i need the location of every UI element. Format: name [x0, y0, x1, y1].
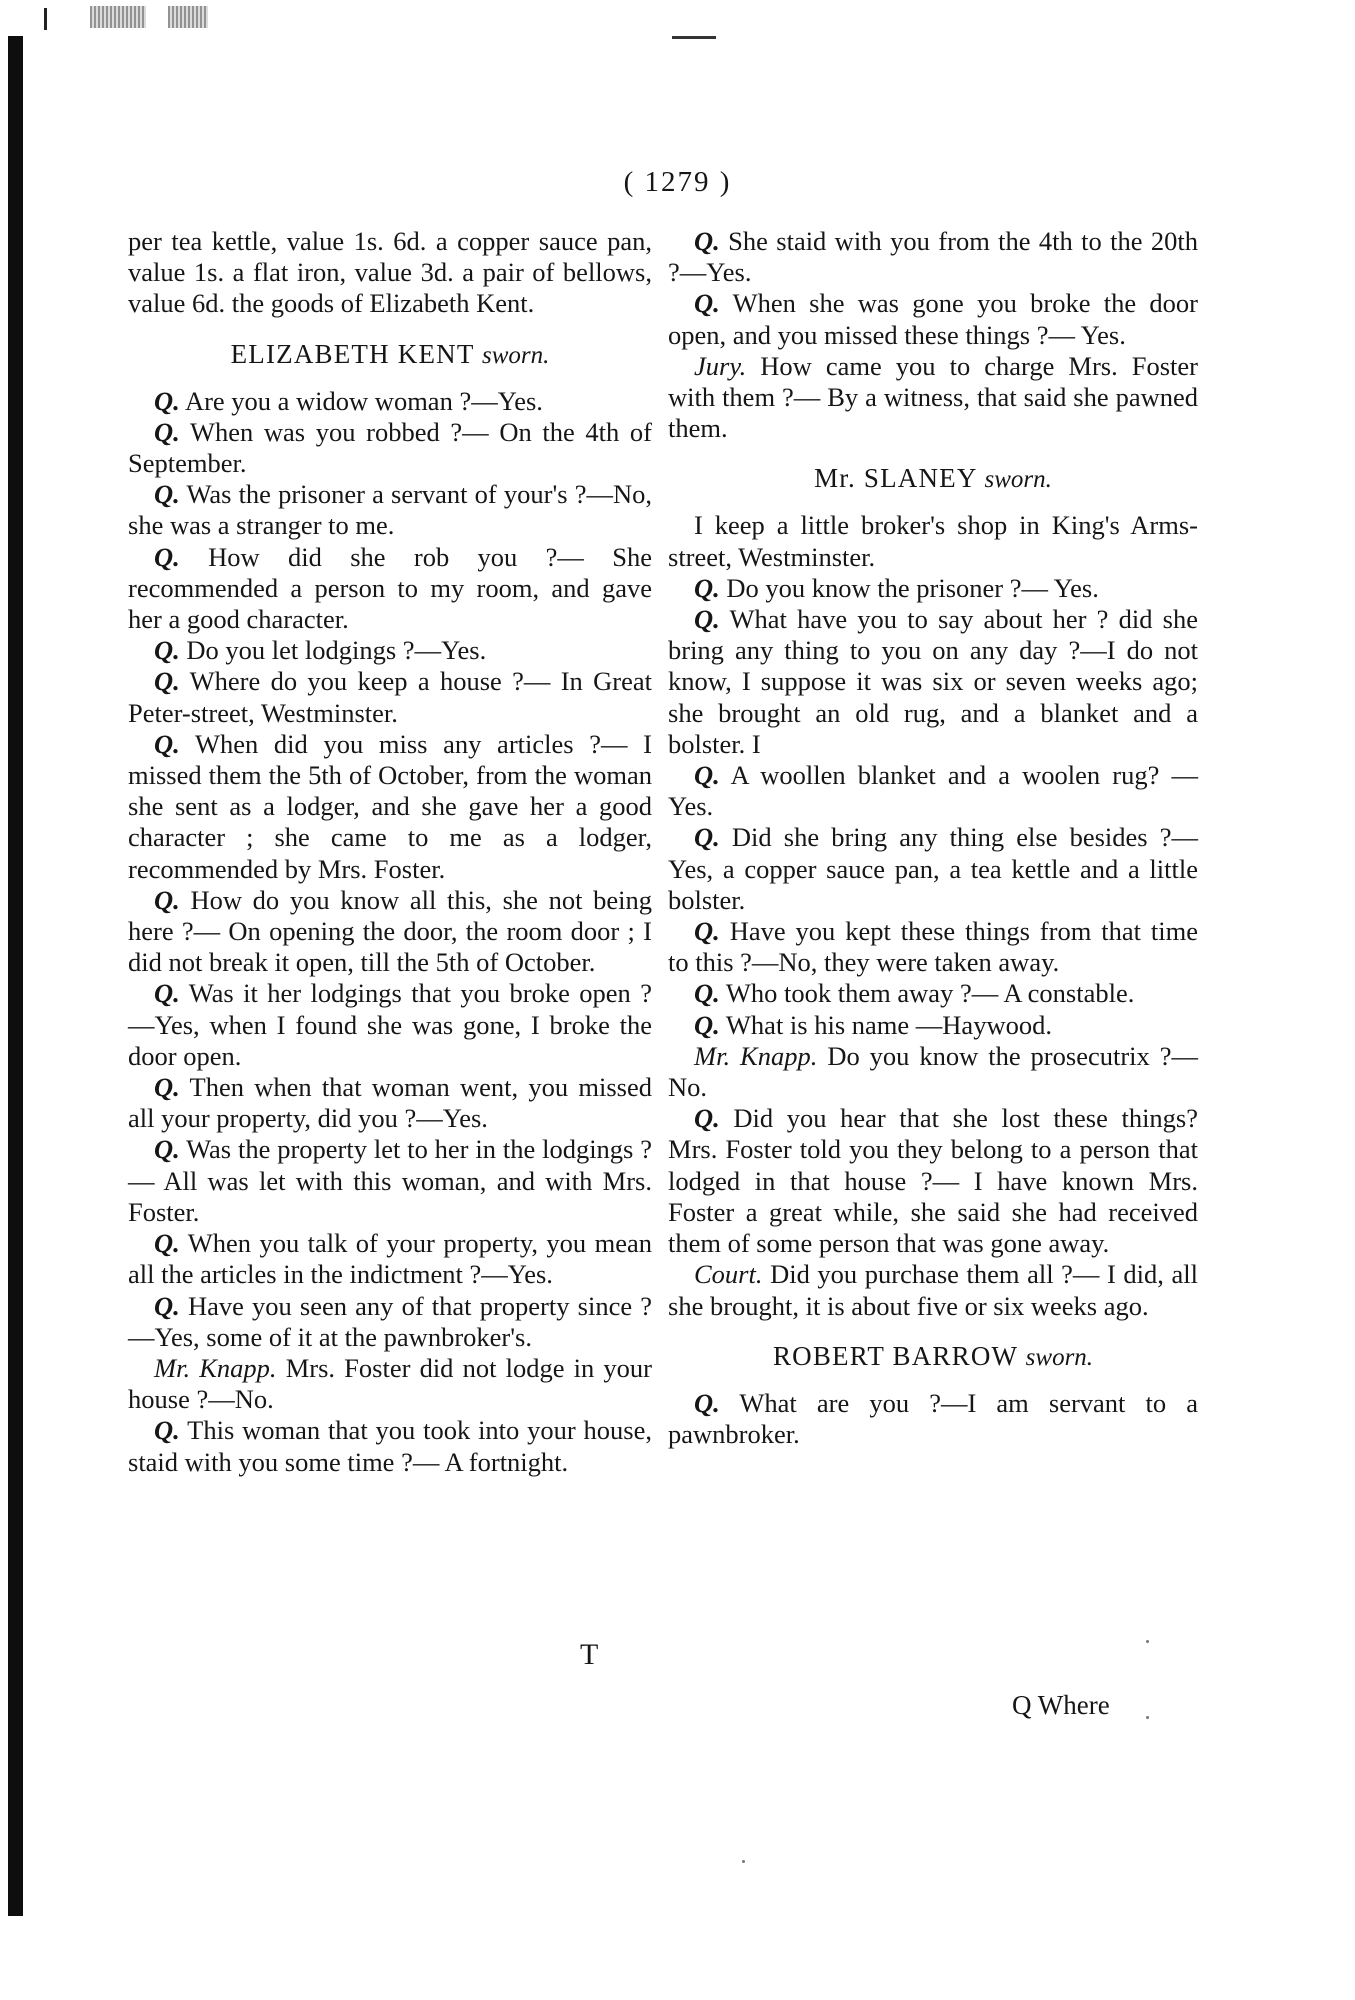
page-number: ( 1279 ): [623, 166, 732, 198]
speaker-paragraph: [668, 1041, 1198, 1103]
question-mark: Q.: [694, 822, 720, 853]
question-paragraph: [128, 1134, 652, 1228]
speaker-paragraph: [128, 1353, 652, 1415]
right-column: [668, 226, 1198, 1450]
witness-heading: [668, 1340, 1198, 1374]
question-paragraph: [668, 1010, 1198, 1041]
question-paragraph: [128, 386, 652, 417]
question-paragraph: [128, 542, 652, 636]
paragraph-text: A woollen blanket and a woolen rug? — Yes.: [668, 760, 1198, 822]
question-mark: Q.: [694, 288, 720, 319]
question-mark: Q.: [694, 916, 720, 947]
question-paragraph: [668, 1103, 1198, 1259]
question-mark: Q.: [694, 604, 720, 635]
paragraph-text: What have you to say about her ? did she bring any thing to you on any day ?—I do not know, I suppose it was six or seven weeks ago; she brought an old rug, and a blanket and a bolster. I: [668, 604, 1198, 759]
question-mark: Q.: [154, 666, 180, 697]
paragraph-text: Who took them away ?— A constable.: [725, 978, 1135, 1009]
speaker-label: Mr. Knapp.: [694, 1040, 818, 1071]
speaker-paragraph: [668, 1259, 1198, 1321]
paragraph-text: Then when that woman went, you missed all your property, did you ?—Yes.: [128, 1072, 652, 1134]
paragraph-text: Do you know the prosecutrix ?—No.: [668, 1040, 1198, 1103]
speaker-label: Mr. Knapp.: [154, 1352, 277, 1383]
paragraph-text: Have you kept these things from that time to this ?—No, they were taken away.: [668, 916, 1198, 978]
paragraph-text: How do you know all this, she not being here ?— On opening the door, the room door ; I did not break it open, till the 5th of October.: [128, 884, 653, 978]
sworn-label: sworn.: [984, 466, 1052, 494]
paragraph-text: When did you miss any articles ?— I missed them the 5th of October, from the woman she sent as a lodger, and she gave her a good character ; she came to me as a lodger, recommended by Mrs. Foster.: [128, 728, 652, 884]
paragraph-text: Have you seen any of that property since ?—Yes, some of it at the pawnbroker's.: [128, 1290, 653, 1352]
speaker-paragraph: [668, 351, 1198, 445]
question-paragraph: [668, 978, 1198, 1009]
question-paragraph: [668, 822, 1198, 916]
paragraph-text: How did she rob you ?— She recommended a person to my room, and gave her a good character.: [128, 541, 652, 635]
paragraph-text: What is his name —Haywood.: [725, 1009, 1052, 1040]
question-mark: Q.: [694, 1009, 720, 1040]
question-mark: Q.: [694, 226, 720, 256]
question-paragraph: [128, 479, 652, 541]
paragraph-text: How came you to charge Mrs. Foster with them ?— By a witness, that said she pawned them.: [668, 350, 1199, 444]
paragraph-text: She staid with you from the 4th to the 20th ?—Yes.: [668, 226, 1198, 288]
catchword: Q Where: [1012, 1690, 1110, 1720]
paragraph-text: Was it her lodgings that you broke open ?—Yes, when I found she was gone, I broke the door open.: [128, 978, 652, 1071]
question-mark: Q.: [154, 416, 180, 447]
text-paragraph: [128, 226, 652, 320]
paragraph-text: What are you ?—I am servant to a pawnbroker.: [668, 1387, 1198, 1449]
question-paragraph: [668, 604, 1198, 760]
left-column: [128, 226, 652, 1478]
signature-mark: T: [580, 1638, 599, 1671]
question-mark: Q.: [154, 1228, 180, 1259]
speaker-label: Jury.: [694, 350, 747, 381]
paragraph-text: Did she bring any thing else besides ?—Yes, a copper sauce pan, a tea kettle and a little bolster.: [668, 822, 1198, 915]
paragraph-text: Did you hear that she lost these things? Mrs. Foster told you they belong to a person that lodged in that house ?— I have known Mrs. Foster a great while, she said she had received them of some person that was gone away.: [668, 1103, 1199, 1259]
paragraph-text: Did you purchase them all ?— I did, all she brought, it is about five or six weeks ago.: [668, 1259, 1198, 1321]
question-paragraph: [128, 1072, 652, 1134]
question-paragraph: [128, 978, 652, 1072]
scan-smudge: [90, 6, 146, 28]
question-paragraph: [668, 288, 1198, 350]
question-mark: Q.: [154, 1415, 180, 1446]
scan-speck: [1146, 1716, 1149, 1719]
question-mark: Q.: [694, 1103, 720, 1134]
question-mark: Q.: [154, 1072, 180, 1103]
question-mark: Q.: [694, 572, 720, 603]
sworn-label: sworn.: [482, 341, 550, 369]
paragraph-text: This woman that you took into your house, staid with you some time ?— A fortnight.: [128, 1415, 652, 1477]
witness-heading: [128, 338, 652, 372]
question-paragraph: [668, 916, 1198, 978]
question-mark: Q.: [154, 978, 180, 1009]
speaker-label: Court.: [694, 1259, 763, 1290]
scan-speck: [1146, 1640, 1149, 1643]
paragraph-text: I keep a little broker's shop in King's Arms-street, Westminster.: [668, 510, 1198, 572]
question-paragraph: [668, 1388, 1198, 1450]
question-paragraph: [128, 729, 652, 885]
paragraph-text: per tea kettle, value 1s. 6d. a copper sauce pan, value 1s. a flat iron, value 3d. a pair of bellows, value 6d. the goods of Elizabeth Kent.: [128, 226, 652, 319]
witness-name: ROBERT BARROW: [772, 1340, 1018, 1371]
paragraph-text: Mrs. Foster did not lodge in your house ?—No.: [128, 1352, 652, 1415]
question-paragraph: [128, 417, 652, 479]
question-paragraph: [128, 885, 652, 979]
paragraph-text: Do you let lodgings ?—Yes.: [186, 635, 487, 666]
question-paragraph: [128, 635, 652, 666]
binding-edge: [8, 36, 23, 1916]
question-mark: Q.: [154, 635, 180, 666]
question-mark: Q.: [154, 1134, 180, 1165]
paragraph-text: When she was gone you broke the door open, and you missed these things ?— Yes.: [668, 288, 1199, 350]
question-paragraph: [668, 760, 1198, 822]
question-paragraph: [128, 1415, 652, 1477]
question-paragraph: [128, 666, 652, 728]
question-paragraph: [668, 226, 1198, 288]
question-mark: Q.: [694, 1387, 720, 1418]
question-mark: Q.: [694, 760, 720, 791]
paragraph-text: Was the property let to her in the lodgings ?— All was let with this woman, and with Mrs. Foster.: [128, 1134, 652, 1227]
question-paragraph: [668, 573, 1198, 604]
scan-smudge: [168, 6, 208, 28]
sworn-label: sworn.: [1025, 1343, 1094, 1371]
scan-speck: [742, 1860, 745, 1863]
witness-name: Mr. SLANEY: [814, 463, 977, 494]
witness-name: ELIZABETH KENT: [230, 338, 475, 369]
question-paragraph: [128, 1291, 652, 1353]
paragraph-text: Do you know the prisoner ?— Yes.: [726, 572, 1099, 603]
question-mark: Q.: [154, 541, 180, 572]
question-mark: Q.: [154, 884, 180, 915]
scan-rule: [672, 36, 716, 39]
question-mark: Q.: [154, 385, 180, 416]
scan-mark: [44, 8, 47, 30]
question-mark: Q.: [694, 978, 720, 1009]
text-paragraph: [668, 510, 1198, 572]
question-mark: Q.: [154, 479, 180, 510]
question-mark: Q.: [154, 1290, 180, 1321]
witness-heading: [668, 462, 1198, 496]
paragraph-text: When you talk of your property, you mean all the articles in the indictment ?—Yes.: [128, 1228, 652, 1290]
paragraph-text: Where do you keep a house ?— In Great Peter-street, Westminster.: [128, 666, 652, 728]
question-mark: Q.: [154, 728, 180, 759]
paragraph-text: Was the prisoner a servant of your's ?—No, she was a stranger to me.: [128, 479, 652, 541]
question-paragraph: [128, 1228, 652, 1290]
paragraph-text: When was you robbed ?— On the 4th of September.: [128, 416, 652, 479]
paragraph-text: Are you a widow woman ?—Yes.: [184, 385, 543, 416]
